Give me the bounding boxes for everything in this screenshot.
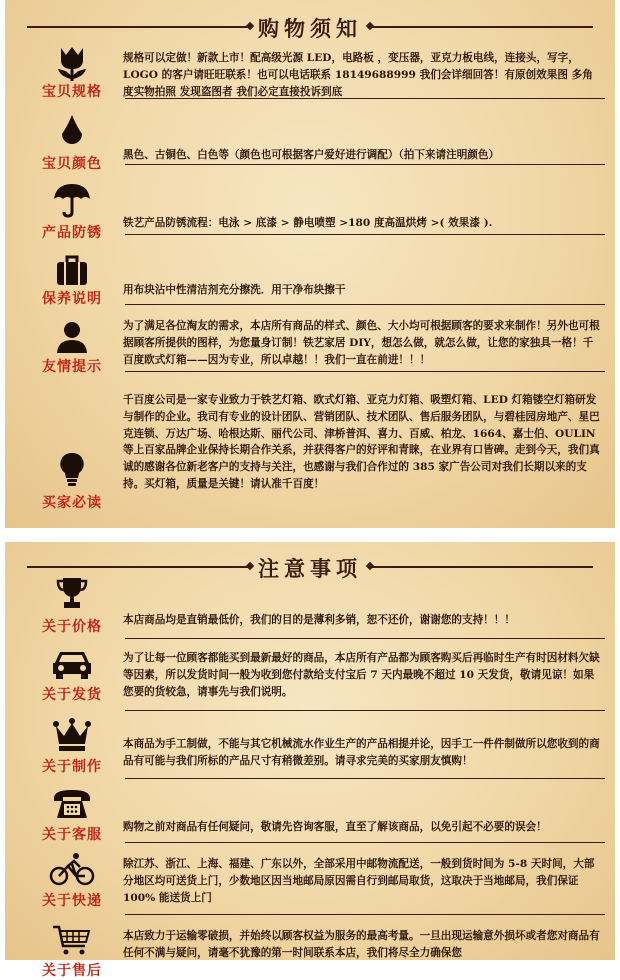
row-underline: [125, 638, 605, 639]
panel-header: [5, 4, 615, 48]
row-label: 友情提示: [42, 359, 102, 375]
panel-title: 注意事项: [258, 556, 362, 581]
shopping-notice-panel: [5, 0, 615, 528]
row-underline: [125, 778, 605, 779]
info-row: [5, 248, 615, 312]
row-label: 关于客服: [42, 827, 102, 843]
car-icon: [52, 648, 92, 680]
umbrella-icon: [52, 182, 92, 218]
drop-icon: [59, 114, 85, 150]
telephone-icon: [52, 788, 92, 820]
row-underline: [125, 164, 605, 165]
info-row: [5, 920, 615, 980]
info-row: [5, 176, 615, 242]
row-underline: [125, 371, 605, 372]
row-text: 本店商品均是直销最低价，我们的目的是薄利多销，恕不还价，谢谢您的支持！！！: [123, 614, 515, 626]
row-label: 产品防锈: [42, 225, 102, 241]
row-label: 关于制作: [42, 759, 102, 775]
divider-right: [371, 26, 593, 28]
suitcase-icon: [55, 254, 89, 286]
info-row: [5, 314, 615, 378]
divider-right: [371, 566, 593, 568]
row-text: 规格可以定做！新款上市！配高级光源 LED，电路板 ，变压器，亚克力板电线，连接头，写字，LOGO 的客户请旺旺联系！也可以电话联系 18149688999 我们会详细回答！有原创效果图 多角度实物拍照 发现盗图者 我们必定直接投诉到底: [123, 52, 593, 98]
row-underline: [125, 710, 605, 711]
info-row: [5, 786, 615, 844]
row-label: 关于售后: [42, 963, 102, 979]
crown-icon: [53, 718, 91, 752]
row-text: 黑色、古铜色、白色等（颜色也可根据客户爱好进行调配）（拍下来请注明颜色）: [123, 149, 500, 161]
row-text: 购物之前对商品有任何疑问，敬请先咨询客服，直至了解该商品，以免引起不必要的误会！: [123, 821, 547, 833]
row-label: 关于快递: [42, 893, 102, 909]
row-label: 宝贝颜色: [42, 156, 102, 172]
cart-icon: [52, 924, 92, 956]
row-label: 保养说明: [42, 291, 102, 307]
row-text: 本商品为手工制做，不能与其它机械流水作业生产的产品相提并论，因手工一件件制做所以您收到的商品有可能与我们所标的产品尺寸有稍微差别。请寻求完美的买家朋友慎购！: [123, 738, 600, 767]
info-row: [5, 714, 615, 778]
info-row: [5, 644, 615, 708]
tulip-icon: [55, 46, 89, 82]
row-underline: [125, 842, 605, 843]
row-label: 宝贝规格: [42, 84, 102, 100]
info-row: [5, 574, 615, 642]
person-icon: [55, 320, 89, 354]
notes-panel: [5, 542, 615, 979]
panel-title: 购物须知: [258, 16, 362, 41]
bulb-icon: [59, 452, 85, 488]
row-text: 用布块沾中性清洁剂充分擦洗．用干净布块擦干: [123, 284, 346, 296]
info-row: [5, 108, 615, 172]
info-row: [5, 850, 615, 914]
row-text: 铁艺产品防锈流程：电泳 > 底漆 > 静电喷塑 >180 度高温烘烤 >( 效果漆 ).: [123, 217, 493, 229]
row-text: 除江苏、浙江、上海、福建、广东以外，全部采用中邮物流配送，一般到货时间为 5-8 天时间，大部分地区均可送货上门，少数地区因当地邮局原因需自行到邮局取货，这取决于当地邮局，我们保证 100% 能送货上门: [123, 858, 595, 904]
info-row: [5, 382, 615, 522]
row-label: 关于发货: [42, 687, 102, 703]
row-underline: [125, 304, 605, 305]
bicycle-icon: [50, 852, 94, 886]
trophy-icon: [55, 576, 89, 610]
row-underline: [125, 234, 605, 235]
row-underline: [125, 914, 605, 915]
row-text: 为了满足各位淘友的需求，本店所有商品的样式、颜色、大小均可根据顾客的要求来制作！另外也可根据顾客所提供的图样，为您量身订制！铁艺家居 DIY，想怎么做，就怎么做，让您的家独具一格！千百度欧式灯箱——因为专业，所以卓越！！我们一直在前进！！！: [123, 320, 600, 366]
row-text: 千百度公司是一家专业致力于铁艺灯箱、欧式灯箱、亚克力灯箱、吸塑灯箱、LED 灯箱镂空灯箱研发与制作的企业。我司有专业的设计团队、营销团队、技术团队、售后服务团队，与碧桂园房地产、星巴克连锁、万达广场、哈根达斯、丽代公司、津桥普洱、喜力、百威、柏龙、1664、嘉士伯、OULIN 等上百家品牌企业保持长期合作关系，并获得客户的好评和青睐，在业界有口皆碑。走到今天，我们真诚的感谢各位新老客户的支持与关注，也感谢与我们合作过的 385 家广告公司对我们长期以来的支持。买灯箱，质量是关键！请认准千百度！: [123, 394, 600, 490]
row-label: 关于价格: [42, 619, 102, 635]
row-underline: [125, 98, 605, 99]
row-text: 为了让每一位顾客都能买到最新最好的商品，本店所有产品都为顾客购买后再临时生产有时因材料欠缺等因素，所以发货时间一般为收到您付款给支付宝后 7 天内最晚不超过 10 天发货，敬请见谅！如果您要的货较急，请事先与我们说明。: [123, 652, 600, 698]
row-text: 本店致力于运输零破损，并始终以顾客权益为服务的最高考量。一旦出现运输意外损坏或者您对商品有任何不满与疑问，请毫不犹豫的第一时间联系本店，我们将尽全力确保您: [123, 930, 600, 959]
row-label: 买家必读: [42, 495, 102, 511]
info-row: [5, 44, 615, 106]
